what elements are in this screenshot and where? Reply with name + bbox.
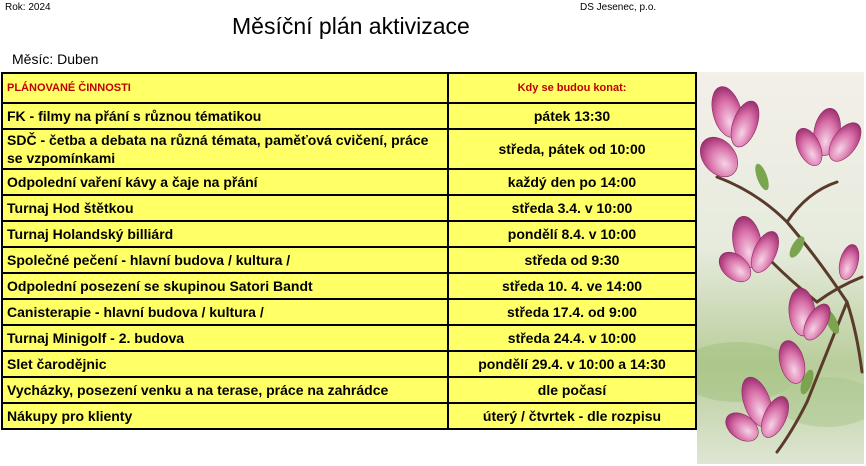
activity-cell: Turnaj Hod štětkou — [2, 195, 448, 221]
table-header-row — [2, 73, 696, 103]
table-row — [2, 377, 696, 403]
when-cell: pondělí 8.4. v 10:00 — [448, 221, 696, 247]
column-header-when: Kdy se budou konat: — [448, 73, 696, 103]
when-cell: pondělí 29.4. v 10:00 a 14:30 — [448, 351, 696, 377]
table-row — [2, 129, 696, 169]
table-row — [2, 325, 696, 351]
table-row — [2, 299, 696, 325]
when-cell: středa od 9:30 — [448, 247, 696, 273]
activity-cell: Turnaj Holandský billiárd — [2, 221, 448, 247]
magnolia-flower-photo — [697, 72, 864, 464]
when-cell: úterý / čtvrtek - dle rozpisu — [448, 403, 696, 429]
when-cell: středa 10. 4. ve 14:00 — [448, 273, 696, 299]
table-row — [2, 247, 696, 273]
when-cell: každý den po 14:00 — [448, 169, 696, 195]
when-cell: dle počasí — [448, 377, 696, 403]
activity-cell: Odpolední vaření kávy a čaje na přání — [2, 169, 448, 195]
activity-cell: Nákupy pro klienty — [2, 403, 448, 429]
organization-label: DS Jesenec, p.o. — [580, 2, 657, 13]
when-cell: středa 17.4. od 9:00 — [448, 299, 696, 325]
year-label: Rok: 2024 — [5, 2, 51, 13]
activity-plan-table — [1, 72, 697, 430]
table-row — [2, 351, 696, 377]
table-row — [2, 403, 696, 429]
when-cell: středa, pátek od 10:00 — [448, 129, 696, 169]
table-row — [2, 103, 696, 129]
table-row — [2, 273, 696, 299]
activity-cell: Canisterapie - hlavní budova / kultura / — [2, 299, 448, 325]
activity-cell: Slet čarodějnic — [2, 351, 448, 377]
activity-cell: SDČ - četba a debata na různá témata, paměťová cvičení, práce se vzpomínkami — [2, 129, 448, 169]
activity-cell: Turnaj Minigolf - 2. budova — [2, 325, 448, 351]
column-header-activity: PLÁNOVANÉ ČINNOSTI — [2, 73, 448, 103]
activity-cell: Odpolední posezení se skupinou Satori Bandt — [2, 273, 448, 299]
activity-cell: FK - filmy na přání s různou tématikou — [2, 103, 448, 129]
table-row — [2, 195, 696, 221]
table-row — [2, 221, 696, 247]
activity-cell: Vycházky, posezení venku a na terase, práce na zahrádce — [2, 377, 448, 403]
month-label: Měsíc: Duben — [12, 51, 99, 67]
activity-cell: Společné pečení - hlavní budova / kultura / — [2, 247, 448, 273]
page-title: Měsíční plán aktivizace — [232, 13, 470, 39]
when-cell: středa 3.4. v 10:00 — [448, 195, 696, 221]
when-cell: středa 24.4. v 10:00 — [448, 325, 696, 351]
when-cell: pátek 13:30 — [448, 103, 696, 129]
table-row — [2, 169, 696, 195]
